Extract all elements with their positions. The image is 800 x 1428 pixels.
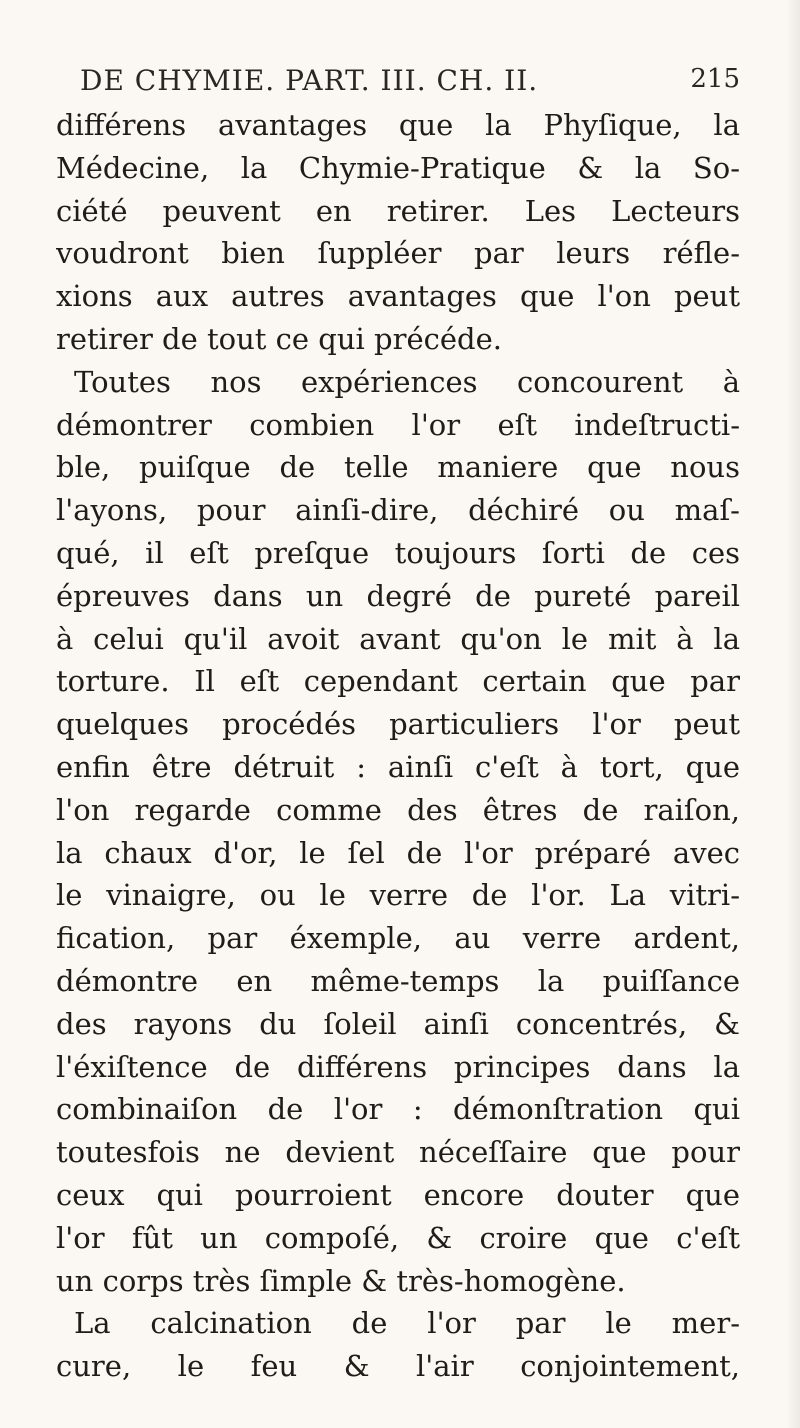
text-line: combinaiſon de l'or : démonſtration qui bbox=[56, 1092, 740, 1127]
text-line: Médecine, la Chymie-Pratique & la So- bbox=[56, 150, 740, 185]
text-line: Toutes nos expériences concourent à bbox=[74, 364, 740, 399]
text-line: La calcination de l'or par le mer- bbox=[74, 1306, 740, 1341]
running-head: DE CHYMIE. PART. III. CH. II. bbox=[80, 64, 539, 97]
text-line: l'or fût un compoſé, & croire que c'eſt bbox=[56, 1220, 740, 1255]
text-line: la chaux d'or, le ſel de l'or préparé avec bbox=[56, 835, 740, 870]
text-line: fication, par éxemple, au verre ardent, bbox=[56, 921, 740, 956]
text-line: enfin être détruit : ainſi c'eſt à tort, que bbox=[56, 749, 740, 784]
page-edge-shadow bbox=[786, 0, 800, 1428]
page-number: 215 bbox=[690, 64, 740, 94]
text-line: un corps très ſimple & très-homogène. bbox=[56, 1263, 626, 1298]
text-line: toutesfois ne devient néceſſaire que pour bbox=[56, 1135, 740, 1170]
text-line: différens avantages que la Phyſique, la bbox=[56, 108, 740, 142]
text-line: cure, le feu & l'air conjointement, bbox=[56, 1349, 740, 1384]
text-line: ciété peuvent en retirer. Les Lecteurs bbox=[56, 193, 740, 228]
text-line: le vinaigre, ou le verre de l'or. La vitri- bbox=[56, 878, 740, 913]
text-line: l'ayons, pour ainſi-dire, déchiré ou maſ- bbox=[56, 493, 740, 528]
text-line: torture. Il eſt cependant certain que par bbox=[56, 664, 740, 699]
text-line: qué, il eſt preſque toujours ſorti de ces bbox=[56, 535, 740, 570]
text-line: démontre en même-temps la puiſſance bbox=[56, 963, 740, 998]
text-line: ble, puiſque de telle maniere que nous bbox=[56, 450, 740, 485]
text-line: démontrer combien l'or eſt indeſtructi- bbox=[56, 407, 740, 442]
text-line: quelques procédés particuliers l'or peut bbox=[56, 707, 740, 742]
text-line: l'on regarde comme des êtres de raiſon, bbox=[56, 792, 740, 827]
page-header bbox=[80, 64, 740, 104]
text-line: l'éxiſtence de différens principes dans la bbox=[56, 1049, 740, 1084]
text-line: épreuves dans un degré de pureté pareil bbox=[56, 578, 740, 613]
text-line: xions aux autres avantages que l'on peut bbox=[56, 279, 740, 314]
text-line: à celui qu'il avoit avant qu'on le mit à la bbox=[56, 621, 740, 656]
text-line: voudront bien ſuppléer par leurs réfle- bbox=[56, 236, 740, 271]
text-line: retirer de tout ce qui précéde. bbox=[56, 321, 502, 356]
body-text bbox=[56, 104, 740, 1388]
text-line: ceux qui pourroient encore douter que bbox=[56, 1177, 740, 1212]
text-line: des rayons du ſoleil ainſi concentrés, & bbox=[56, 1006, 740, 1041]
